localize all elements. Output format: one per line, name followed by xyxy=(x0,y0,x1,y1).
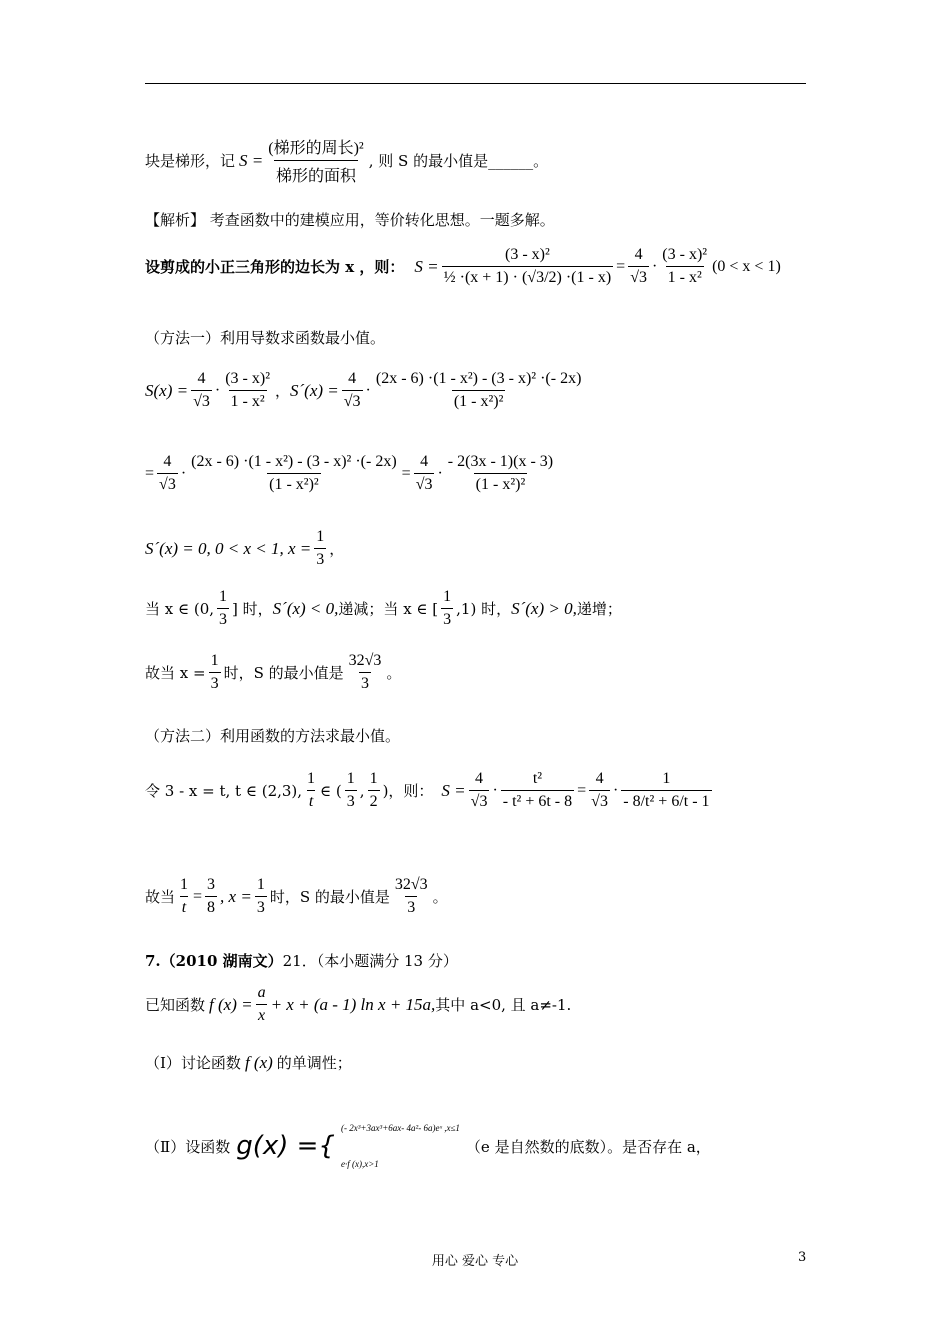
footer-text: 用心 爱心 专心 xyxy=(431,1254,519,1269)
math: S´(x) > 0, xyxy=(511,598,577,618)
numerator: (2x - 6) ·(1 - x²) - (3 - x)² ·(- 2x) xyxy=(191,453,397,470)
math: f (x) xyxy=(244,1052,273,1072)
text: 的单调性； xyxy=(276,1054,352,1072)
numerator: 1 xyxy=(443,588,452,605)
denominator: - 8/t² + 6/t - 1 xyxy=(621,790,711,811)
line-7 xyxy=(145,528,344,569)
piecewise-top: (- 2x³+3ax³+6ax- 4a²- 6a)eˣ ,x≤1 xyxy=(340,1123,460,1133)
fraction xyxy=(223,370,272,411)
denominator: 3 xyxy=(217,608,229,629)
denominator: 8 xyxy=(205,896,217,917)
line-15 xyxy=(145,1052,352,1073)
text: )，则： xyxy=(382,782,434,800)
numerator: (2x - 6) ·(1 - x²) - (3 - x)² ·(- 2x) xyxy=(375,370,582,387)
denominator: 3 xyxy=(441,608,453,629)
denominator: (1 - x²)² xyxy=(267,473,321,494)
denominator: √3 xyxy=(589,790,610,811)
line-8 xyxy=(145,588,622,629)
denominator: x xyxy=(256,1004,267,1025)
text: 令 3 - x = t, t ∈ (2,3), xyxy=(145,782,303,800)
fraction xyxy=(189,453,399,494)
numerator: 1 xyxy=(307,770,316,787)
text: （Ⅱ）设函数 xyxy=(145,1137,231,1156)
denominator: 1 - x² xyxy=(666,266,704,287)
text: 。 xyxy=(432,888,448,906)
numerator: - 2(3x - 1)(x - 3) xyxy=(447,453,554,470)
math: + x + (a - 1) ln x + 15a, xyxy=(270,994,436,1014)
fraction xyxy=(217,588,229,629)
fraction xyxy=(178,876,190,917)
line-14 xyxy=(145,984,571,1025)
denominator: 梯形的面积 xyxy=(274,160,358,186)
method-one-heading: （方法一）利用导数求函数最小值。 xyxy=(145,329,386,347)
line-16 xyxy=(145,1110,711,1182)
numerator: 1 xyxy=(346,770,355,787)
fraction xyxy=(368,770,380,811)
numerator: 4 xyxy=(634,246,643,263)
numerator: 1 xyxy=(219,588,228,605)
numerator: (梯形的周长)² xyxy=(268,140,364,157)
fraction xyxy=(256,984,268,1025)
text: 递增； xyxy=(576,600,622,618)
fraction xyxy=(393,876,430,917)
text: ,1) 时， xyxy=(456,600,512,618)
text: 递减；当 x ∈ [ xyxy=(338,600,439,618)
denominator: √3 xyxy=(628,266,649,287)
math: = xyxy=(401,464,411,482)
text: （e 是自然数的底数）。是否存在 a， xyxy=(465,1137,711,1156)
denominator: 3 xyxy=(314,548,326,569)
denominator: 2 xyxy=(368,790,380,811)
numerator: 4 xyxy=(163,453,172,470)
numerator: 1 xyxy=(256,876,265,893)
math: S´(x) < 0, xyxy=(272,598,339,618)
text: 。 xyxy=(386,664,402,682)
text: 当 x ∈ (0, xyxy=(145,600,215,618)
fraction xyxy=(209,652,221,693)
text: 时，S 的最小值是 xyxy=(223,664,344,682)
text: 时，S 的最小值是 xyxy=(269,888,390,906)
math: = xyxy=(577,781,587,799)
line-9 xyxy=(145,652,401,693)
fraction xyxy=(441,588,453,629)
denominator: 3 xyxy=(255,896,267,917)
numerator: 4 xyxy=(197,370,206,387)
text: 其中 a<0, 且 a≠-1. xyxy=(435,996,572,1014)
numerator: (3 - x)² xyxy=(505,246,550,263)
line-2 xyxy=(145,209,555,230)
header-rule xyxy=(145,83,806,84)
fraction xyxy=(157,453,178,494)
math: S = xyxy=(441,780,466,800)
fraction xyxy=(255,876,267,917)
numerator: 1 xyxy=(210,652,219,669)
numerator: 1 xyxy=(662,770,671,787)
fraction xyxy=(191,370,212,411)
math: = xyxy=(616,257,626,275)
denominator: 1 - x² xyxy=(229,390,267,411)
numerator: 32√3 xyxy=(348,652,382,669)
numerator: 1 xyxy=(369,770,378,787)
numerator: 4 xyxy=(348,370,357,387)
math: f (x) = xyxy=(209,994,253,1014)
fraction xyxy=(314,528,326,569)
line-3: 设剪成的小正三角形的边长为 x ，则： S = $\frac{\text{(3 - x)²}}{\text{½ ·(x + 1) · (√3/2) ·(1 - x)}}$ = $\frac{4}{√3}$ · $\frac{\text{(3 - x)²}}{\text{1 - x²}}$ (0 < x < 1) xyxy=(145,246,781,286)
line-13 xyxy=(145,950,458,971)
text: 块是梯形，记 xyxy=(145,152,236,170)
fraction xyxy=(660,246,709,287)
math: (0 < x < 1) xyxy=(712,257,781,275)
math: S´(x) = xyxy=(290,380,339,400)
line-1 xyxy=(145,135,548,186)
denominator: 3 xyxy=(405,896,417,917)
text: ， xyxy=(329,540,345,558)
fraction xyxy=(374,370,584,411)
math: S = xyxy=(414,256,439,276)
line-11: 令 3 - x = t, t ∈ (2,3), $\frac{1}{t}$ ∈ ( $\frac{1}{3}$ , $\frac{1}{2}$ )，则： S = $\frac{4}{√3}$ · $\frac{\text{t²}}{\text{- t² + 6t - 8}}$ = $\frac{4}{√3}$ · $\frac{1}{\text{- 8/t² + 6/t - 1}}$ xyxy=(145,770,710,810)
fraction xyxy=(628,246,649,287)
numerator: 4 xyxy=(475,770,484,787)
denominator: 3 xyxy=(345,790,357,811)
numerator: 4 xyxy=(420,453,429,470)
denominator: √3 xyxy=(469,790,490,811)
denominator: (1 - x²)² xyxy=(452,390,506,411)
denominator: (1 - x²)² xyxy=(474,473,528,494)
text: 设剪成的小正三角形的边长为 x ，则： xyxy=(145,258,405,276)
numerator: (3 - x)² xyxy=(225,370,270,387)
method-two-heading: （方法二）利用函数的方法求最小值。 xyxy=(145,727,401,745)
line-6: = $\frac{4}{√3}$ · $\frac{\text{(2x - 6) ·(1 - x²) - (3 - x)² ·(- 2x)}}{\text{(1 - x²)²}}$ = $\frac{4}{√3}$ · $\frac{- 2(3x - 1)(x - 3)}{\text{(1 - x²)²}}$ xyxy=(145,453,554,493)
text: （Ⅰ）讨论函数 xyxy=(145,1054,241,1072)
text: ∈ ( xyxy=(320,781,342,800)
math: = xyxy=(193,887,203,905)
numerator: a xyxy=(257,984,266,1001)
denominator: ½ ·(x + 1) · (√3/2) ·(1 - x) xyxy=(442,266,614,287)
denominator: √3 xyxy=(191,390,212,411)
numerator: 1 xyxy=(316,528,325,545)
text: 故当 x = xyxy=(145,664,206,682)
line-5: S(x) = $\frac{4}{√3}$ · $\frac{\text{(3 - x)²}}{\text{1 - x²}}$ ， S´(x) = $\frac{4}{√3}$ · $\frac{\text{(2x - 6) ·(1 - x²) - (3 - x)² ·(- 2x)}}{\text{(1 - x²)²}}$ xyxy=(145,370,582,410)
fraction xyxy=(305,770,317,811)
math: S´(x) = 0, 0 < x < 1, x = xyxy=(145,538,312,558)
fraction xyxy=(345,770,357,811)
text: 21．（本小题满分 13 分） xyxy=(282,952,458,970)
problem-number: 7.（2010 湖南文） xyxy=(145,952,283,970)
fraction xyxy=(469,770,490,811)
page-number: 3 xyxy=(798,1250,807,1265)
text: , xyxy=(359,781,365,800)
fraction xyxy=(442,246,614,287)
fraction xyxy=(446,453,555,494)
fraction xyxy=(342,370,363,411)
fraction xyxy=(347,652,384,693)
text: ， xyxy=(274,382,290,400)
line-4 xyxy=(145,327,385,348)
denominator: √3 xyxy=(342,390,363,411)
numerator: 1 xyxy=(180,876,189,893)
text: ] 时， xyxy=(232,600,273,618)
denominator: t xyxy=(307,790,315,811)
denominator: 3 xyxy=(209,672,221,693)
numerator: 4 xyxy=(595,770,604,787)
text: 故当 xyxy=(145,888,176,906)
fraction xyxy=(621,770,711,811)
piecewise-bottom: e·f (x),x>1 xyxy=(340,1159,379,1169)
math: S = xyxy=(239,150,264,170)
fraction xyxy=(414,453,435,494)
numerator: 32√3 xyxy=(394,876,428,893)
fraction xyxy=(501,770,574,811)
denominator: 3 xyxy=(359,672,371,693)
math: = xyxy=(145,464,155,482)
fraction xyxy=(205,876,217,917)
denominator: √3 xyxy=(157,473,178,494)
math: g(x) ={ xyxy=(236,1131,335,1161)
line-10 xyxy=(145,725,400,746)
text: 已知函数 xyxy=(145,996,206,1014)
denominator: - t² + 6t - 8 xyxy=(501,790,574,811)
numerator: (3 - x)² xyxy=(662,246,708,263)
denominator: t xyxy=(180,896,188,917)
line-12 xyxy=(145,876,448,917)
numerator: 3 xyxy=(207,876,216,893)
fraction xyxy=(266,135,365,186)
numerator: t² xyxy=(532,770,543,787)
text: , 则 S 的最小值是______。 xyxy=(368,152,549,170)
fraction xyxy=(589,770,610,811)
denominator: √3 xyxy=(414,473,435,494)
math: , x = xyxy=(220,886,252,906)
math: S(x) = xyxy=(145,380,189,400)
piecewise xyxy=(341,1110,460,1182)
analysis-text: 【解析】 考查函数中的建模应用，等价转化思想。一题多解。 xyxy=(145,211,555,229)
